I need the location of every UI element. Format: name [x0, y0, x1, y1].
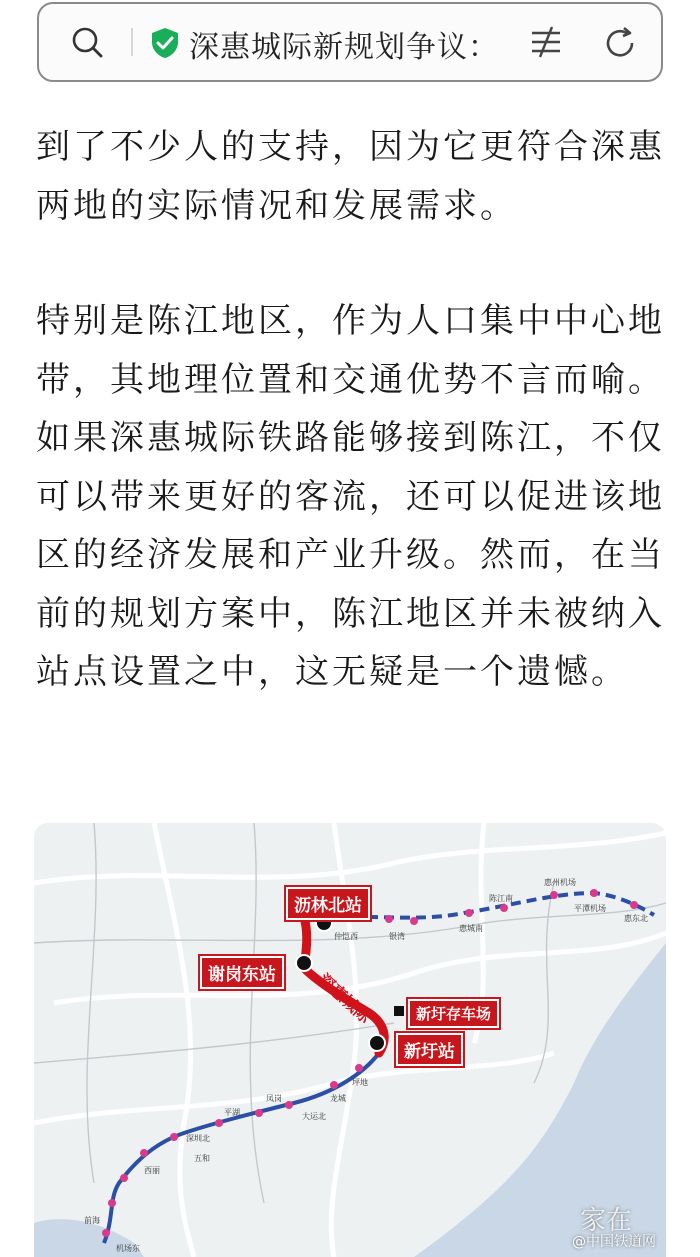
small-station-label: 深圳北: [186, 1134, 210, 1143]
small-station-label: 仲恺西: [334, 932, 358, 941]
small-station-label: 陈江南: [489, 894, 513, 903]
station-label-xinxu-depot: 新圩存车场: [408, 999, 499, 1028]
watermark-large: 家在: [579, 1206, 632, 1236]
station-label-xiegang-east: 谢岗东站: [200, 956, 284, 989]
small-station-label: 机场东: [116, 1244, 140, 1253]
small-station-label: 龙城: [330, 1094, 346, 1103]
article-body: [36, 118, 676, 702]
route-name-label: 深惠城际: [314, 969, 375, 1027]
article-paragraph: 到了不少人的支持，因为它更符合深惠两地的实际情况和发展需求。: [36, 127, 665, 226]
station-label-xinxu: 新圩站: [396, 1033, 463, 1066]
route-map-image: [34, 823, 666, 1257]
small-station-label: 平湖: [224, 1108, 240, 1117]
watermark: @中国铁道网: [572, 1234, 656, 1250]
search-icon[interactable]: [69, 24, 105, 60]
refresh-icon[interactable]: [601, 24, 639, 62]
small-station-label: 大运北: [302, 1112, 326, 1121]
small-station-label: 平潭机场: [574, 904, 606, 913]
small-station-label: 惠州机场: [544, 878, 576, 887]
small-station-label: 西丽: [144, 1166, 160, 1175]
station-label-lilin-north: 沥林北站: [286, 887, 370, 920]
search-query[interactable]: 深惠城际新规划争议：: [189, 30, 499, 65]
small-station-label: 凤岗: [266, 1094, 282, 1103]
small-station-label: 惠城南: [459, 924, 483, 933]
small-station-label: 前海: [84, 1216, 100, 1225]
article-paragraph: 特别是陈江地区，作为人口集中中心地带，其地理位置和交通优势不言而喻。如果深惠城际铁路能够接到陈江，不仅可以带来更好的客流，还可以促进该地区的经济发展和产业升级。然而，在当前的规划方案中，陈江地区并未被纳入站点设置之中，这无疑是一个遗憾。: [36, 301, 665, 692]
small-station-label: 坪地: [352, 1078, 368, 1087]
search-box[interactable]: [37, 2, 663, 82]
search-divider: [131, 28, 133, 56]
small-station-label: 五和: [194, 1154, 210, 1163]
filter-icon[interactable]: [527, 24, 565, 60]
top-search-bar: [0, 0, 700, 106]
verified-shield-icon: [149, 26, 181, 60]
small-station-label: 银湾: [389, 932, 405, 941]
small-station-label: 惠东北: [624, 914, 648, 923]
